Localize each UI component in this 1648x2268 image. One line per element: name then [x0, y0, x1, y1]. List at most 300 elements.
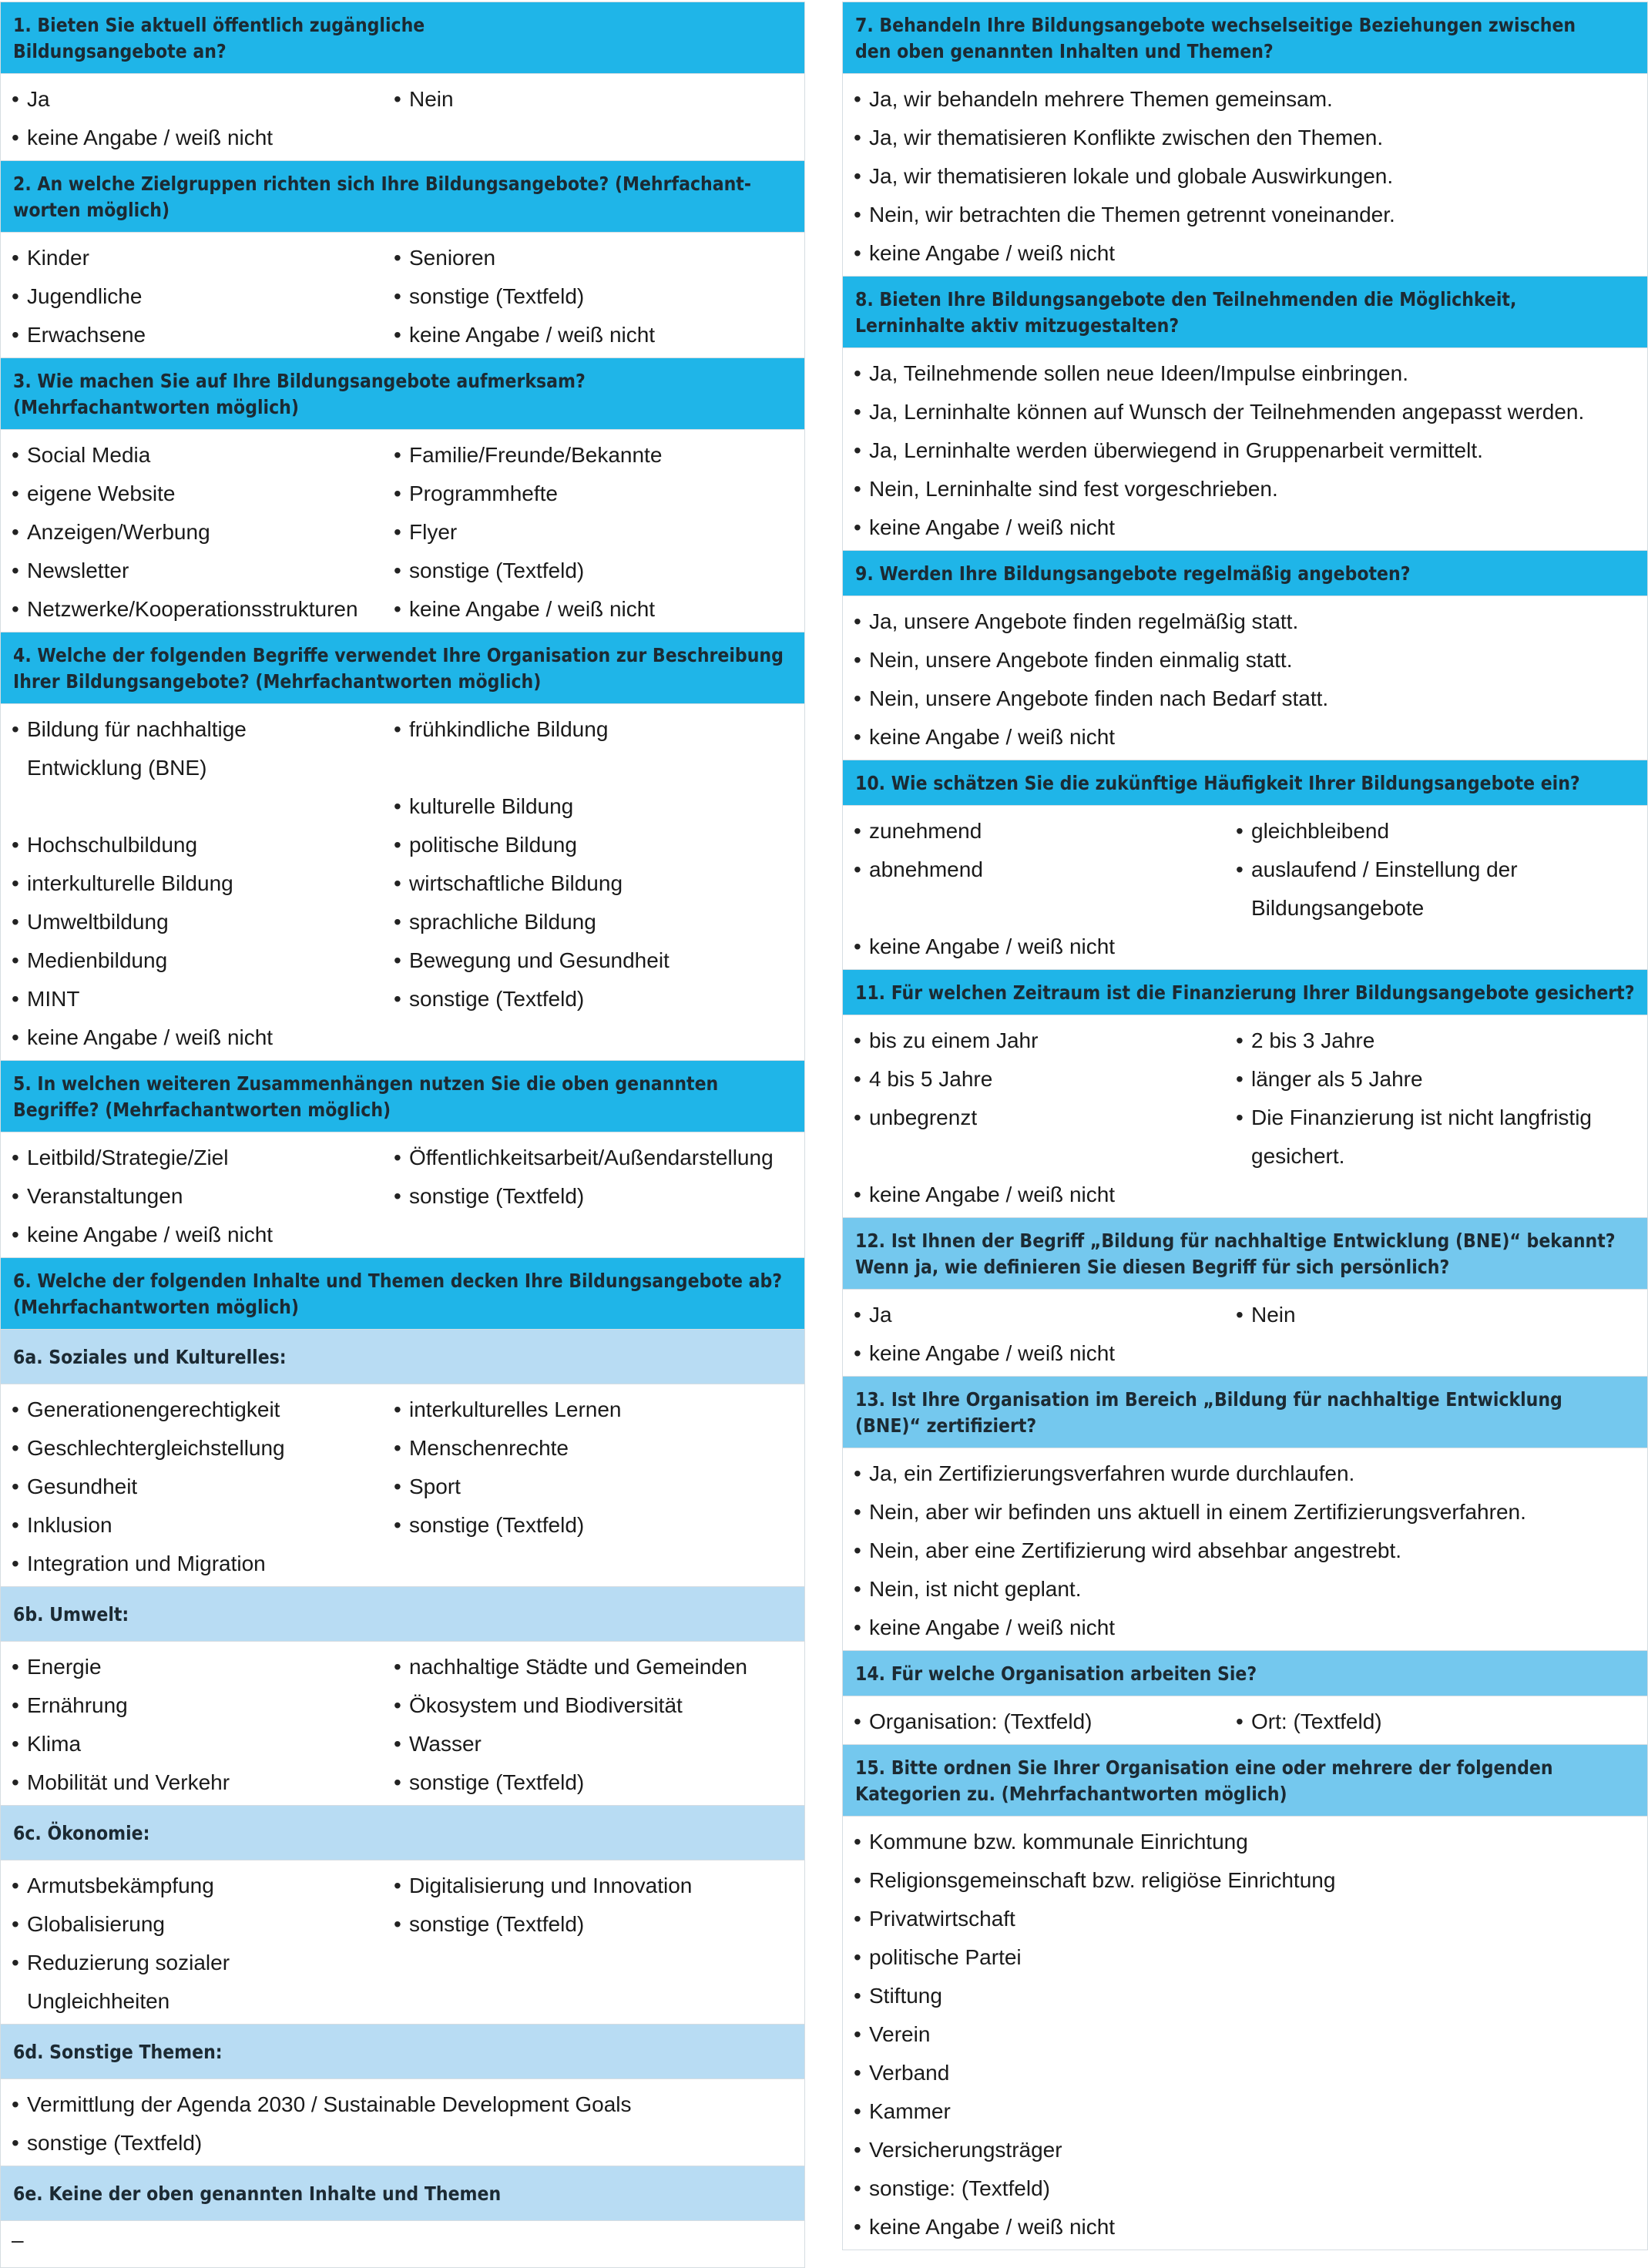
answer-option[interactable] [843, 80, 1647, 119]
answer-option[interactable] [843, 508, 1647, 547]
answer-label: Nein, ist nicht geplant. [869, 1577, 1082, 1601]
answer-label: Ort: (Textfeld) [1251, 1709, 1382, 1733]
answer-label: Wasser [409, 1732, 482, 1756]
answer-label: Mobilität und Verkehr [27, 1770, 230, 1794]
answer-option[interactable] [843, 1060, 1225, 1099]
answer-option[interactable] [383, 239, 804, 277]
bullet: • [12, 246, 19, 270]
answer-label: Nein, Lerninhalte sind fest vorgeschrieben. [869, 477, 1278, 501]
answer-option[interactable] [1, 2124, 804, 2162]
answer-option[interactable] [383, 1506, 804, 1545]
answer-option[interactable] [383, 1429, 804, 1468]
answer-label: Veranstaltungen [27, 1184, 183, 1208]
answer-option[interactable] [843, 1334, 1225, 1373]
answer-label: keine Angabe / weiß nicht [869, 515, 1116, 539]
bullet: • [12, 520, 19, 544]
answer-label: Globalisierung [27, 1912, 165, 1936]
answer-option[interactable] [843, 812, 1225, 850]
answer-label: Versicherungsträger [869, 2138, 1062, 2162]
bullet: • [12, 1912, 19, 1936]
bullet: • [12, 1397, 19, 1421]
answer-option[interactable] [383, 1391, 804, 1429]
question-block [1, 1330, 804, 1587]
answer-options [1, 430, 804, 632]
answer-label: keine Angabe / weiß nicht [409, 323, 656, 347]
answer-option[interactable] [383, 980, 804, 1018]
answer-option[interactable] [843, 1022, 1225, 1060]
bullet: • [854, 686, 861, 710]
answer-option[interactable] [1225, 1060, 1647, 1099]
bullet: • [854, 1183, 861, 1206]
answer-option[interactable] [843, 641, 1647, 679]
answer-option[interactable] [843, 2015, 1647, 2054]
empty-cell [1225, 1176, 1647, 1214]
bullet: • [854, 1028, 861, 1052]
answer-options [843, 1015, 1647, 1218]
answer-label: auslaufend / Einstellung der [1251, 857, 1518, 881]
bullet: • [394, 910, 401, 934]
answer-option[interactable] [1225, 850, 1647, 928]
answer-option[interactable] [1, 1725, 383, 1763]
answer-label: Ja, Teilnehmende sollen neue Ideen/Impulse einbringen. [869, 361, 1408, 385]
answer-options [1, 1132, 804, 1258]
bullet: • [854, 2176, 861, 2200]
bullet: • [12, 1436, 19, 1460]
bullet: • [394, 1770, 401, 1794]
answer-option[interactable] [1225, 1099, 1647, 1176]
answer-option[interactable] [383, 1139, 804, 1177]
answer-option[interactable] [1225, 1022, 1647, 1060]
answer-option[interactable] [1225, 1703, 1647, 1741]
answer-options [1, 704, 804, 1061]
bullet: • [854, 477, 861, 501]
subsection-heading: 6d. Sonstige Themen: [1, 2025, 804, 2079]
answer-label: Nein, unsere Angebote finden einmalig statt. [869, 648, 1293, 672]
answer-label: Ja, unsere Angebote finden regelmäßig statt. [869, 609, 1299, 633]
bullet: • [854, 1105, 861, 1129]
bullet: • [854, 1577, 861, 1601]
question-block [843, 1745, 1647, 2250]
bullet: • [854, 857, 861, 881]
answer-option[interactable] [843, 1454, 1647, 1493]
answer-label: keine Angabe / weiß nicht [869, 1183, 1116, 1206]
answer-option[interactable] [843, 2092, 1647, 2131]
question-heading: 1. Bieten Sie aktuell öffentlich zugängliche Bildungsangebote an? [1, 2, 804, 74]
answer-label: keine Angabe / weiß nicht [27, 1025, 274, 1049]
question-heading: 2. An welche Zielgruppen richten sich Ihre Bildungsangebote? (Mehrfachant- worten möglich) [1, 161, 804, 233]
answer-option[interactable] [843, 2169, 1647, 2208]
bullet: • [854, 400, 861, 424]
answer-label: Bildung für nachhaltige [27, 717, 247, 741]
question-block [843, 2, 1647, 277]
answer-label: Reduzierung sozialer [27, 1951, 230, 1974]
question-heading: 12. Ist Ihnen der Begriff „Bildung für nachhaltige Entwicklung (BNE)“ bekannt? Wenn ja, wie definieren Sie diesen Begriff für sich persönlich? [843, 1218, 1647, 1290]
answer-label: nachhaltige Städte und Gemeinden [409, 1655, 747, 1679]
question-heading: 5. In welchen weiteren Zusammenhängen nutzen Sie die oben genannten Begriffe? (Mehrfachantworten möglich) [1, 1061, 804, 1132]
answer-label: Klima [27, 1732, 82, 1756]
bullet: • [12, 1552, 19, 1575]
question-heading: 11. Für welchen Zeitraum ist die Finanzierung Ihrer Bildungsangebote gesichert? [843, 970, 1647, 1015]
bullet: • [854, 361, 861, 385]
answer-option[interactable] [1, 980, 383, 1018]
answer-option[interactable] [1, 903, 383, 941]
answer-label: Verein [869, 2022, 931, 2046]
answer-option[interactable] [383, 1763, 804, 1802]
bullet: • [854, 819, 861, 843]
answer-label: Nein, wir betrachten die Themen getrennt voneinander. [869, 203, 1395, 226]
answer-label: sonstige: (Textfeld) [869, 2176, 1050, 2200]
answer-label: Gesundheit [27, 1475, 138, 1498]
answer-option[interactable] [1, 1944, 383, 2021]
answer-option[interactable] [1225, 1296, 1647, 1334]
answer-option[interactable] [1225, 812, 1647, 850]
answer-label: 2 bis 3 Jahre [1251, 1028, 1375, 1052]
answer-label: 4 bis 5 Jahre [869, 1067, 993, 1091]
question-block [843, 1651, 1647, 1745]
question-block [843, 760, 1647, 970]
empty-cell [383, 1545, 804, 1583]
answer-option[interactable] [383, 80, 804, 119]
answer-option[interactable] [1, 1648, 383, 1686]
question-heading: 6. Welche der folgenden Inhalte und Themen decken Ihre Bildungsangebote ab? (Mehrfachantworten möglich) [1, 1258, 804, 1330]
bullet: • [394, 987, 401, 1011]
answer-label: Familie/Freunde/Bekannte [409, 443, 663, 467]
answer-option[interactable] [1, 1686, 383, 1725]
answer-label: Kommune bzw. kommunale Einrichtung [869, 1830, 1248, 1854]
answer-option[interactable] [1, 864, 383, 903]
bullet: • [854, 609, 861, 633]
empty-cell [383, 119, 804, 157]
bullet: • [12, 1874, 19, 1897]
answer-label: Jugendliche [27, 284, 143, 308]
answer-option[interactable] [383, 552, 804, 590]
answer-label: interkulturelle Bildung [27, 871, 233, 895]
answer-option[interactable] [1, 1429, 383, 1468]
question-heading: 4. Welche der folgenden Begriffe verwendet Ihre Organisation zur Beschreibung Ihrer Bildungsangebote? (Mehrfachantworten möglich) [1, 632, 804, 704]
bullet: • [12, 1693, 19, 1717]
bullet: • [854, 241, 861, 265]
answer-label: Generationengerechtigkeit [27, 1397, 280, 1421]
answer-option[interactable] [843, 1938, 1647, 1977]
answer-label: Nein, aber eine Zertifizierung wird absehbar angestrebt. [869, 1538, 1402, 1562]
answer-label: Nein [1251, 1303, 1296, 1327]
answer-option[interactable] [383, 941, 804, 980]
bullet: • [12, 1025, 19, 1049]
bullet: • [854, 1303, 861, 1327]
bullet: • [394, 1655, 401, 1679]
empty-cell [1225, 928, 1647, 966]
answer-label: abnehmend [869, 857, 983, 881]
answer-option[interactable] [1, 239, 383, 277]
answer-label: politische Partei [869, 1945, 1022, 1969]
bullet: • [854, 2215, 861, 2239]
answer-label: sonstige (Textfeld) [409, 987, 585, 1011]
answer-option[interactable] [1, 475, 383, 513]
answer-option[interactable] [843, 1493, 1647, 1532]
answer-option[interactable] [843, 157, 1647, 196]
answer-option[interactable] [843, 1296, 1225, 1334]
question-heading: 3. Wie machen Sie auf Ihre Bildungsangebote aufmerksam? (Mehrfachantworten möglich) [1, 358, 804, 430]
answer-label: Integration und Migration [27, 1552, 266, 1575]
empty-cell [383, 1216, 804, 1254]
bullet: • [854, 515, 861, 539]
answer-option[interactable] [843, 679, 1647, 718]
answer-option[interactable] [843, 928, 1225, 966]
answer-option[interactable] [1, 316, 383, 354]
answer-option[interactable] [843, 2054, 1647, 2092]
question-heading: 13. Ist Ihre Organisation im Bereich „Bildung für nachhaltige Entwicklung (BNE)“ zertifiziert? [843, 1377, 1647, 1448]
answer-option[interactable] [383, 513, 804, 552]
answer-options [843, 1448, 1647, 1651]
answer-option[interactable] [383, 316, 804, 354]
answer-options [1, 233, 804, 358]
answer-option[interactable] [843, 850, 1225, 928]
bullet: • [394, 1912, 401, 1936]
answer-option[interactable] [1, 941, 383, 980]
answer-option[interactable] [1, 1468, 383, 1506]
bullet: • [394, 1436, 401, 1460]
answer-option[interactable] [1, 2085, 804, 2124]
bullet: • [854, 648, 861, 672]
answer-option[interactable] [843, 1703, 1225, 1741]
answer-option[interactable] [843, 1823, 1647, 1861]
answer-label: Senioren [409, 246, 496, 270]
bullet: • [854, 1984, 861, 2008]
answer-options [843, 74, 1647, 277]
answer-label: Nein [409, 87, 454, 111]
bullet: • [394, 481, 401, 505]
question-heading: 10. Wie schätzen Sie die zukünftige Häufigkeit Ihrer Bildungsangebote ein? [843, 760, 1647, 806]
answer-option[interactable] [1, 436, 383, 475]
answer-label: Ernährung [27, 1693, 128, 1717]
answer-label: Menschenrechte [409, 1436, 569, 1460]
bullet: • [394, 323, 401, 347]
answer-options [1, 1384, 804, 1587]
answer-option[interactable] [843, 393, 1647, 431]
bullet: • [394, 871, 401, 895]
answer-option[interactable] [383, 710, 804, 787]
question-block [843, 970, 1647, 1218]
subsection-heading: 6a. Soziales und Kulturelles: [1, 1330, 804, 1384]
subsection-heading: 6b. Umwelt: [1, 1587, 804, 1642]
answer-option[interactable] [843, 470, 1647, 508]
answer-option[interactable] [1, 277, 383, 316]
answer-label: sonstige (Textfeld) [409, 284, 585, 308]
answer-option[interactable] [843, 1570, 1647, 1609]
empty-cell [1, 787, 383, 826]
bullet: • [12, 323, 19, 347]
answer-option[interactable] [1, 1506, 383, 1545]
answer-option[interactable] [383, 1648, 804, 1686]
answer-option[interactable] [383, 475, 804, 513]
bullet: • [854, 2061, 861, 2085]
answer-label: sonstige (Textfeld) [409, 1513, 585, 1537]
answer-options [1, 74, 804, 161]
answer-option[interactable] [843, 431, 1647, 470]
answer-label: Sport [409, 1475, 461, 1498]
bullet: • [854, 1461, 861, 1485]
answer-label: keine Angabe / weiß nicht [869, 2215, 1116, 2239]
answer-option[interactable] [843, 1176, 1225, 1214]
answer-options [843, 348, 1647, 551]
bullet: • [12, 948, 19, 972]
answer-option[interactable] [843, 2208, 1647, 2246]
answer-options [843, 1696, 1647, 1745]
answer-label: wirtschaftliche Bildung [409, 871, 623, 895]
answer-option[interactable] [843, 2131, 1647, 2169]
left-column [0, 2, 805, 2268]
answer-option[interactable] [1, 552, 383, 590]
answer-label: Umweltbildung [27, 910, 169, 934]
answer-label: sonstige (Textfeld) [27, 2131, 203, 2155]
question-block [1, 2, 804, 161]
answer-label: eigene Website [27, 481, 176, 505]
answer-label: kulturelle Bildung [409, 794, 574, 818]
bullet: • [854, 934, 861, 958]
answer-option[interactable] [1, 1177, 383, 1216]
answer-options [843, 1817, 1647, 2250]
bullet: • [854, 1709, 861, 1733]
bullet: • [394, 1397, 401, 1421]
answer-option[interactable] [383, 436, 804, 475]
answer-label: keine Angabe / weiß nicht [869, 934, 1116, 958]
empty-cell [383, 1944, 804, 2021]
answer-option[interactable] [843, 1861, 1647, 1900]
answer-label: Ja [27, 87, 50, 111]
answer-label: Bewegung und Gesundheit [409, 948, 670, 972]
answer-option[interactable] [1, 826, 383, 864]
question-heading: 7. Behandeln Ihre Bildungsangebote wechselseitige Beziehungen zwischen den oben genannten Inhalten und Themen? [843, 2, 1647, 74]
bullet: • [12, 1513, 19, 1537]
answer-option[interactable] [383, 1686, 804, 1725]
question-heading: 8. Bieten Ihre Bildungsangebote den Teilnehmenden die Möglichkeit, Lerninhalte aktiv mitzugestalten? [843, 277, 1647, 348]
answer-option[interactable] [383, 1725, 804, 1763]
answer-label: keine Angabe / weiß nicht [869, 1615, 1116, 1639]
answer-option[interactable] [383, 1468, 804, 1506]
answer-option[interactable] [1, 1139, 383, 1177]
bullet: • [12, 597, 19, 621]
bullet: • [854, 1067, 861, 1091]
subsection-heading: 6e. Keine der oben genannten Inhalte und Themen [1, 2166, 804, 2221]
bullet: • [854, 725, 861, 749]
answer-option[interactable] [1, 80, 383, 119]
bullet: • [12, 910, 19, 934]
question-block [843, 1377, 1647, 1651]
answer-option[interactable] [1, 1018, 383, 1057]
bullet: • [394, 443, 401, 467]
answer-label: Ökosystem und Biodiversität [409, 1693, 683, 1717]
bullet: • [12, 1655, 19, 1679]
answer-label: Entwicklung (BNE) [27, 756, 207, 780]
bullet: • [12, 481, 19, 505]
bullet: • [854, 1868, 861, 1892]
bullet: • [394, 87, 401, 111]
bullet: • [12, 1732, 19, 1756]
bullet: • [12, 1146, 19, 1169]
bullet: • [394, 1732, 401, 1756]
answer-option[interactable] [843, 1532, 1647, 1570]
answer-option[interactable] [383, 903, 804, 941]
answer-label: interkulturelles Lernen [409, 1397, 622, 1421]
answer-option[interactable] [1, 119, 383, 157]
answer-option[interactable] [843, 119, 1647, 157]
answer-label: Ja, Lerninhalte werden überwiegend in Gruppenarbeit vermittelt. [869, 438, 1483, 462]
answer-option[interactable] [383, 864, 804, 903]
answer-option[interactable] [383, 787, 804, 826]
bullet: • [394, 520, 401, 544]
answer-option[interactable] [1, 513, 383, 552]
bullet: • [394, 948, 401, 972]
answer-option[interactable] [383, 1177, 804, 1216]
answer-label: bis zu einem Jahr [869, 1028, 1039, 1052]
answer-label: Inklusion [27, 1513, 112, 1537]
bullet: • [854, 1615, 861, 1639]
answer-option[interactable] [843, 1977, 1647, 2015]
answer-label: Religionsgemeinschaft bzw. religiöse Einrichtung [869, 1868, 1336, 1892]
answer-option[interactable] [843, 1609, 1647, 1647]
bullet: • [12, 126, 19, 149]
bullet: • [854, 438, 861, 462]
answer-option[interactable] [843, 602, 1647, 641]
answer-option[interactable] [843, 1900, 1647, 1938]
bullet: • [394, 1513, 401, 1537]
answer-label: Programmhefte [409, 481, 558, 505]
answer-option[interactable] [1, 1216, 383, 1254]
answer-label: Energie [27, 1655, 102, 1679]
empty-cell [383, 1018, 804, 1057]
answer-label: Privatwirtschaft [869, 1907, 1015, 1931]
answer-option[interactable] [1, 1905, 383, 1944]
answer-option[interactable] [383, 277, 804, 316]
question-heading: 15. Bitte ordnen Sie Ihrer Organisation eine oder mehrere der folgenden Kategorien zu. (Mehrfachantworten möglich) [843, 1745, 1647, 1817]
bullet: • [12, 2131, 19, 2155]
answer-label: Ja, wir thematisieren Konflikte zwischen den Themen. [869, 126, 1384, 149]
bullet: • [854, 1945, 861, 1969]
question-block [1, 1258, 804, 1330]
answer-option[interactable] [383, 590, 804, 629]
answer-option[interactable] [1, 1763, 383, 1802]
answer-option[interactable] [383, 1867, 804, 1905]
bullet: • [1236, 1709, 1244, 1733]
answer-label: Nein, aber wir befinden uns aktuell in einem Zertifizierungsverfahren. [869, 1500, 1526, 1524]
bullet: • [394, 559, 401, 582]
answer-option[interactable] [843, 718, 1647, 757]
answer-option[interactable] [1, 1867, 383, 1905]
answer-option[interactable] [383, 1905, 804, 1944]
answer-option[interactable] [1, 1545, 383, 1583]
answer-label: MINT [27, 987, 80, 1011]
answer-option[interactable] [843, 1099, 1225, 1176]
bullet: • [12, 833, 19, 857]
answer-option[interactable] [843, 354, 1647, 393]
answer-label: Social Media [27, 443, 151, 467]
bullet: • [1236, 857, 1244, 881]
answer-option[interactable] [1, 710, 383, 787]
subsection-heading: 6c. Ökonomie: [1, 1806, 804, 1860]
bullet: • [12, 284, 19, 308]
answer-option[interactable] [843, 234, 1647, 273]
answer-option[interactable] [383, 826, 804, 864]
question-block [1, 1587, 804, 1806]
answer-option[interactable] [843, 196, 1647, 234]
answer-option[interactable] [1, 1391, 383, 1429]
bullet: • [394, 717, 401, 741]
bullet: • [854, 1830, 861, 1854]
bullet: • [854, 126, 861, 149]
answer-option[interactable] [1, 590, 383, 629]
bullet: • [1236, 1303, 1244, 1327]
answer-label: keine Angabe / weiß nicht [869, 725, 1116, 749]
